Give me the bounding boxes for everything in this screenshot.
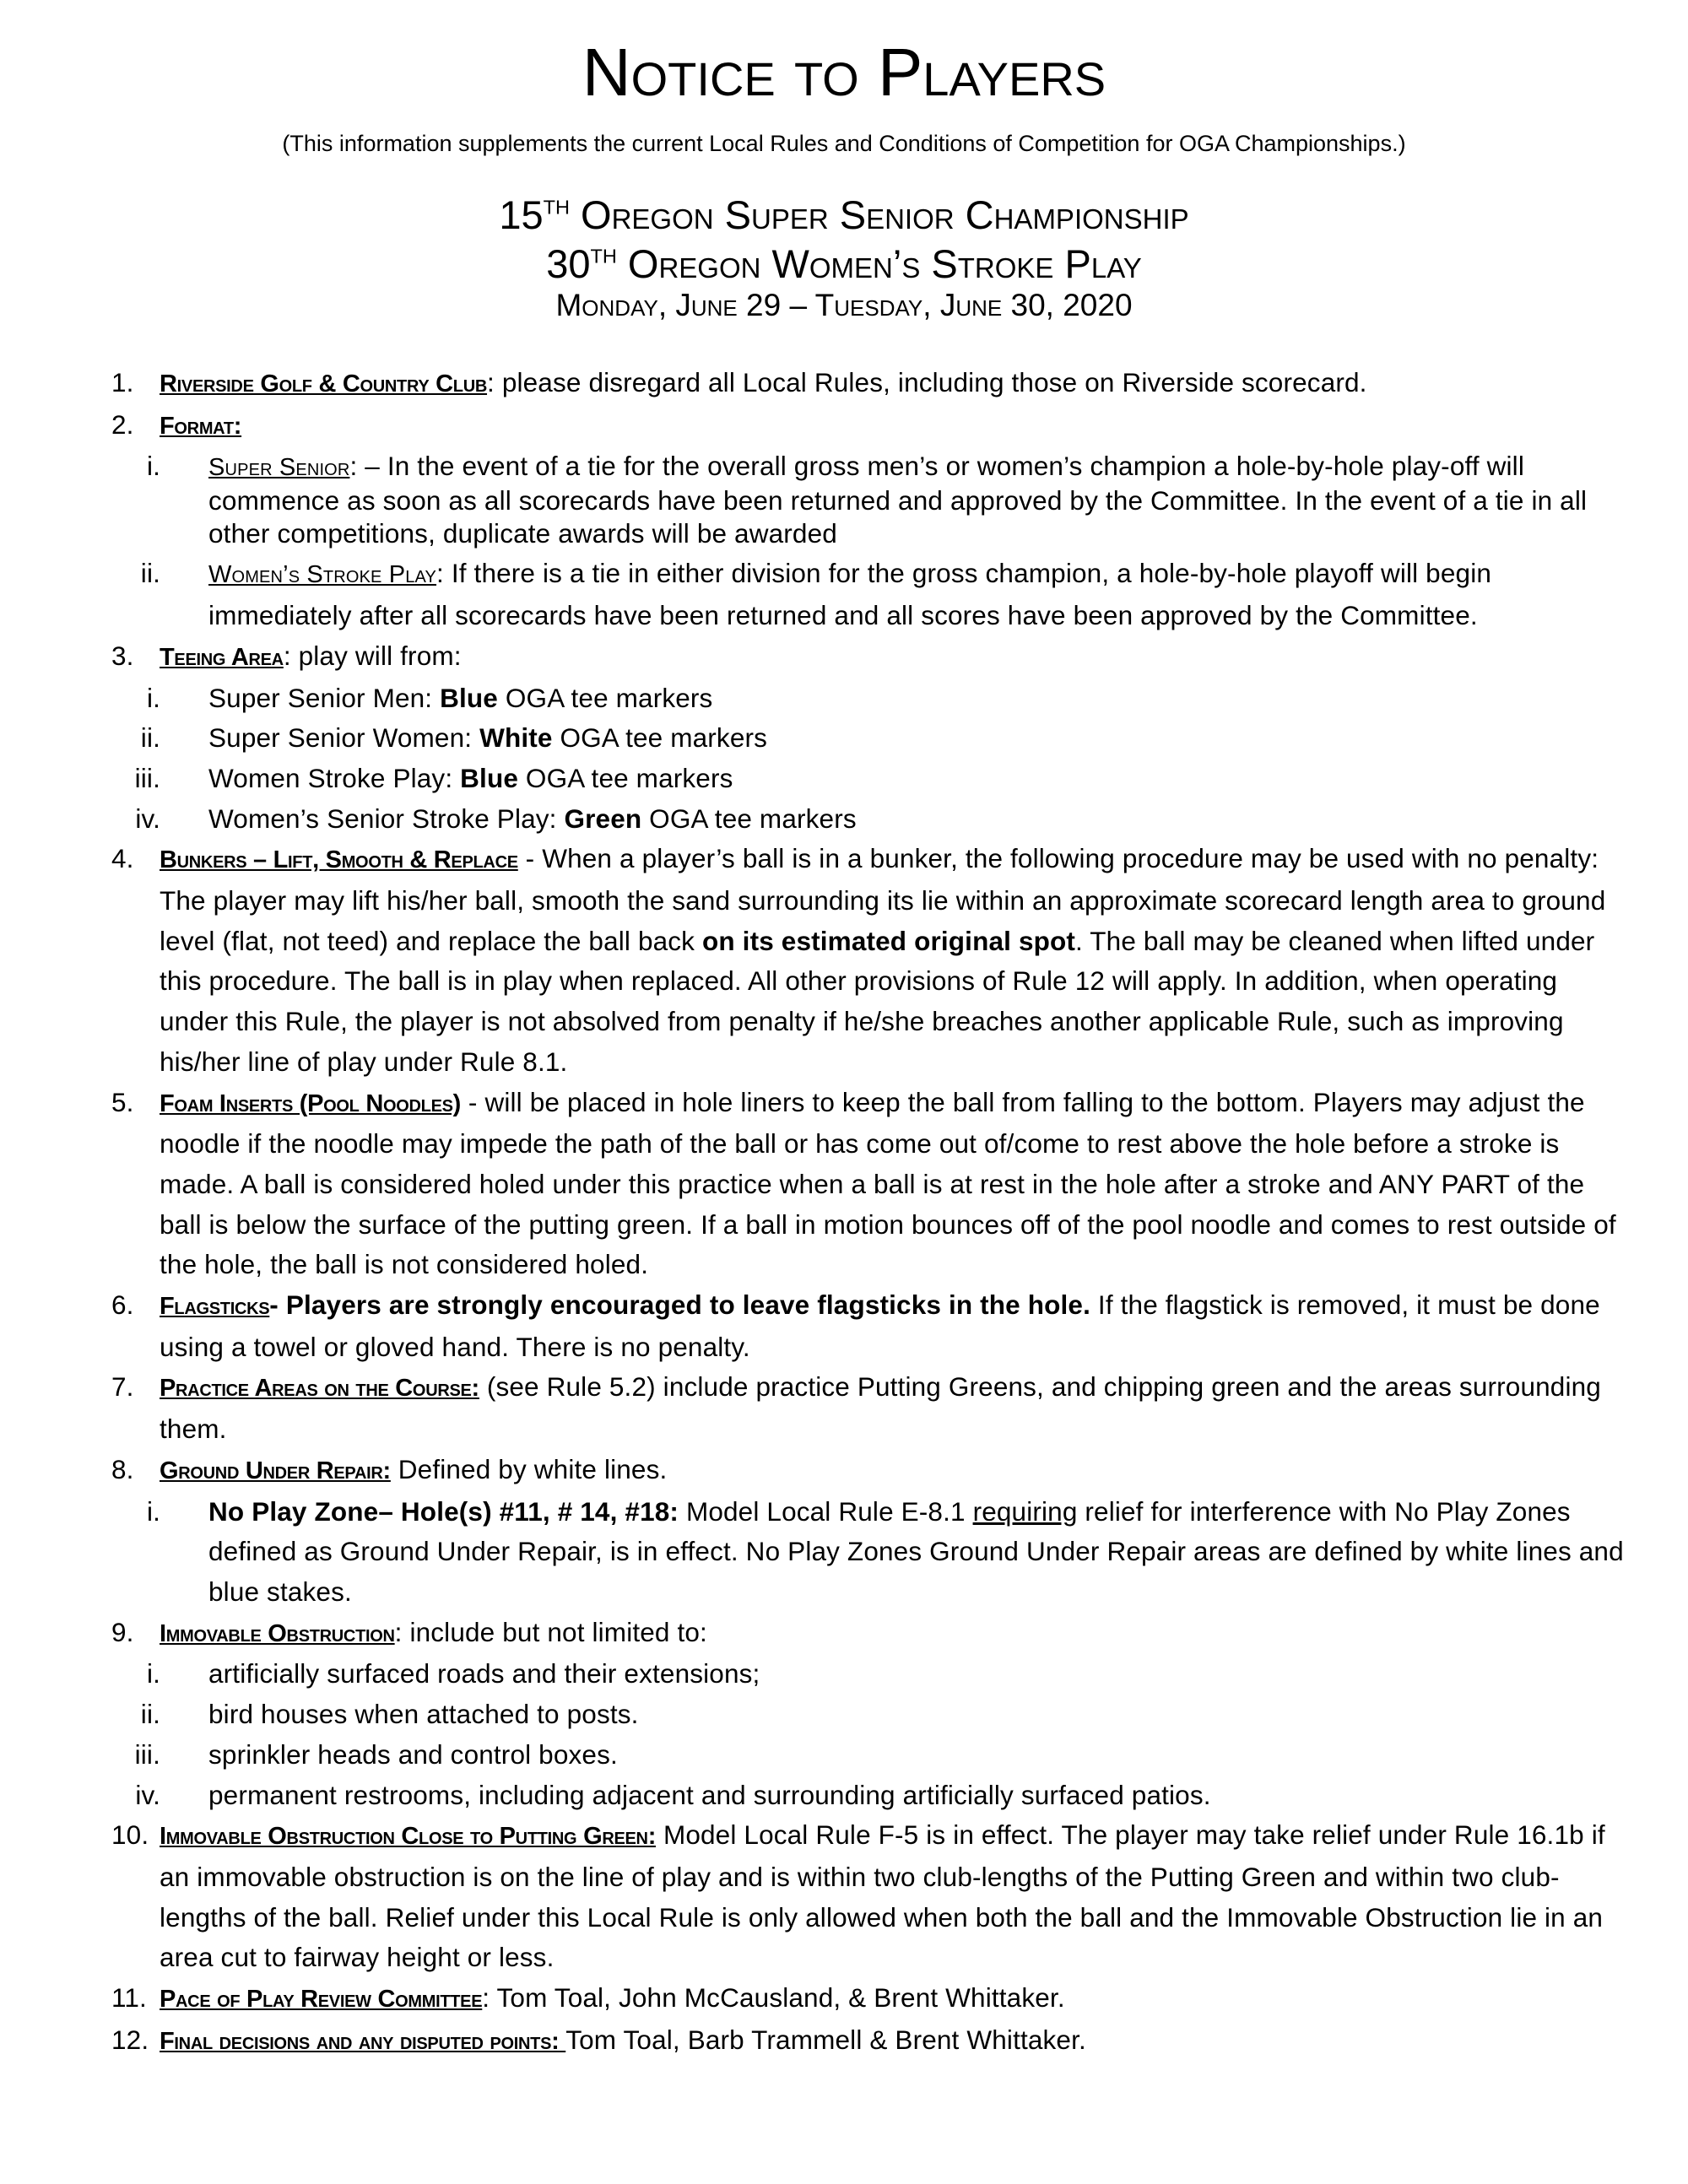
list-item — [111, 1285, 1631, 1367]
underlined-word: requiring — [972, 1495, 1078, 1527]
sub-item-text: OGA tee markers — [552, 722, 768, 754]
sub-item — [140, 718, 1631, 759]
rules-list — [111, 363, 1631, 2062]
sub-item-text: Women Stroke Play: — [208, 762, 461, 793]
item-heading: Riverside Golf & Country Club — [160, 370, 488, 397]
sub-item-text: bird houses when attached to posts. — [208, 1699, 639, 1730]
list-item — [111, 1613, 1631, 1816]
sub-item — [146, 1492, 1631, 1613]
sub-item-number: iii. — [134, 762, 160, 793]
sub-item-number: ii. — [140, 1699, 160, 1730]
list-item — [111, 2020, 1631, 2062]
item-number: 6. — [111, 1289, 134, 1321]
sub-item-number: i. — [146, 451, 160, 482]
sub-item-emphasis: No Play Zone– Hole(s) #11, # 14, #18: — [208, 1495, 679, 1527]
sub-item-text: Women’s Senior Stroke Play: — [208, 803, 565, 834]
list-item — [111, 405, 1631, 636]
item-number: 1. — [111, 367, 134, 397]
sub-item-heading: Women’s Stroke Play — [208, 561, 437, 589]
event-dates: Monday, June 29 – Tuesday, June 30, 2020 — [555, 288, 1133, 322]
list-item — [111, 363, 1631, 405]
item-number: 4. — [111, 843, 134, 874]
list-item — [111, 1083, 1631, 1286]
item-heading: Flagsticks — [160, 1293, 270, 1321]
sub-item — [146, 678, 1631, 719]
item-text: : include but not limited to: — [394, 1616, 707, 1647]
sub-item-text: artificially surfaced roads and their extensions; — [208, 1658, 760, 1689]
item-emphasis: on its estimated original spot — [701, 925, 1076, 956]
sub-item-number: iv. — [135, 803, 160, 834]
tee-color: Blue — [440, 682, 498, 713]
item-number: 9. — [111, 1616, 134, 1647]
sub-item-text: Super Senior Women: — [208, 722, 480, 754]
list-item — [111, 636, 1631, 840]
item-text: Model Local Rule F-5 is in effect. The player may take relief under Rule 16.1b if an immovable obstruction is on the line of play and is within two club-lengths of the Putting Green and within two club-lengths of the ball. Relief under this Local Rule is only allowed when both the ball and the Immovable Obstruction lie in an area cut to fairway height or less. — [160, 1819, 1605, 1973]
event-number: 15 — [499, 192, 544, 237]
item-text: . The ball may be cleaned when lifted under this procedure. The ball is in play when replaced. All other provisions of Rule 12 will apply. In addition, when operating under this Rule, the player is not absolved from penalty if he/she breaches another applicable Rule, such as improving his/her line of play under Rule 8.1. — [160, 925, 1595, 1077]
sub-item-heading: Super Senior — [208, 454, 350, 482]
sub-item — [146, 446, 1631, 554]
event-title-super-senior — [0, 191, 1688, 240]
item-text: - When a player’s ball is in a bunker, the following procedure may be used with no penalty: The player may lift his/her ball, smooth the sand surrounding its lie within an approximate scorecard length area to ground level (flat, not teed) and replace the ball back — [160, 843, 1606, 956]
sub-item-number: iv. — [135, 1779, 160, 1810]
sub-item-text: OGA tee markers — [497, 682, 713, 713]
item-number: 8. — [111, 1453, 134, 1484]
list-item — [111, 1815, 1631, 1978]
sub-item-text: OGA tee markers — [518, 762, 733, 793]
item-heading: Immovable Obstruction — [160, 1619, 395, 1647]
sub-item-text: OGA tee markers — [641, 803, 857, 834]
item-number: 5. — [111, 1086, 134, 1117]
item-number: 12. — [111, 2024, 149, 2055]
page-title: Notice to Players — [582, 35, 1106, 110]
sub-item-text: sprinkler heads and control boxes. — [208, 1738, 618, 1770]
tee-color: White — [479, 722, 553, 754]
item-heading: Ground Under Repair: — [160, 1457, 391, 1484]
sub-item-text: relief for interference with No Play Zones defined as Ground Under Repair, is in effect. No Play Zones Ground Under Repair areas are defined by white lines and blue stakes. — [208, 1495, 1624, 1607]
sub-item — [135, 1776, 1631, 1816]
item-text: (see Rule 5.2) include practice Putting Greens, and chipping green and the areas surrounding them. — [160, 1371, 1601, 1445]
sub-item-text: Model Local Rule E-8.1 — [679, 1495, 973, 1527]
item-number: 7. — [111, 1371, 134, 1403]
item-text: Tom Toal, Barb Trammell & Brent Whittaker. — [565, 2024, 1086, 2055]
event-title-womens-stroke-play — [0, 240, 1688, 289]
sub-item — [140, 1695, 1631, 1735]
item-text: : please disregard all Local Rules, including those on Riverside scorecard. — [487, 367, 1367, 397]
subtitle-note: (This information supplements the current Local Rules and Conditions of Competition for OGA Championships.) — [282, 131, 1406, 156]
item-number: 10. — [111, 1819, 149, 1851]
item-text: - will be placed in hole liners to keep the ball from falling to the bottom. Players may adjust the noodle if the noodle may impede the path of the ball or has come out of/come to rest above the hole before a stroke is made. A ball is considered holed under this practice when a ball is at rest in the hole after a stroke and ANY PART of the ball is below the surface of the putting green. If a ball in motion bounces off of the pool noodle and comes to rest outside of the hole, the ball is not considered holed. — [160, 1086, 1616, 1280]
list-item — [111, 1367, 1631, 1449]
event-number: 30 — [546, 241, 591, 286]
sub-item-number: i. — [146, 682, 160, 713]
sub-item — [135, 799, 1631, 840]
item-number: 11. — [111, 1982, 147, 2014]
sub-item-text: permanent restrooms, including adjacent and surrounding artificially surfaced patios. — [208, 1779, 1211, 1810]
list-item — [111, 839, 1631, 1082]
item-heading: Immovable Obstruction Close to Putting Green: — [160, 1823, 657, 1851]
item-text: : Tom Toal, John McCausland, & Brent Whittaker. — [482, 1982, 1065, 2014]
item-heading: Foam Inserts (Pool Noodles) — [160, 1089, 462, 1117]
sub-item-number: i. — [146, 1658, 160, 1689]
item-heading: Pace of Play Review Committee — [160, 1986, 483, 2014]
sub-item-number: iii. — [134, 1738, 160, 1770]
item-number: 2. — [111, 408, 134, 440]
tee-color: Blue — [460, 762, 519, 793]
sub-item-number: ii. — [140, 558, 160, 589]
item-heading: Practice Areas on the Course: — [160, 1375, 479, 1403]
ordinal-suffix: TH — [590, 245, 617, 268]
item-text: Defined by white lines. — [390, 1453, 668, 1484]
sub-item-text: Super Senior Men: — [208, 682, 441, 713]
sub-item-number: i. — [146, 1495, 160, 1527]
sub-item — [140, 554, 1631, 635]
item-text: : play will from: — [283, 640, 462, 671]
item-heading: Bunkers – Lift, Smooth & Replace — [160, 846, 518, 874]
sub-item-text: : – In the event of a tie for the overall gross men’s or women’s champion a hole-by-hole play-off will commence as soon as all scorecards have been returned and approved by the Committee. In the event of a tie in all other competitions, duplicate awards will be awarded — [208, 451, 1588, 549]
list-item — [111, 1450, 1631, 1613]
sub-item — [134, 759, 1631, 799]
event-name: Oregon Super Senior Championship — [569, 192, 1189, 237]
tee-color: Green — [564, 803, 642, 834]
ordinal-suffix: TH — [543, 196, 570, 219]
sub-item — [134, 1735, 1631, 1776]
item-heading: Teeing Area — [160, 643, 284, 671]
item-number: 3. — [111, 640, 134, 671]
item-text: If the flagstick is removed, it must be done using a towel or gloved hand. There is no penalty. — [160, 1289, 1600, 1362]
sub-item-text: : If there is a tie in either division for the gross champion, a hole-by-hole playoff will begin immediately after all scorecards have been returned and all scores have been approved by the Committee. — [208, 558, 1492, 631]
sub-item — [146, 1654, 1631, 1695]
event-name: Oregon Women’s Stroke Play — [616, 241, 1142, 286]
item-heading: Final decisions and any disputed points: — [160, 2027, 566, 2055]
item-heading: Format: — [160, 412, 242, 440]
list-item — [111, 1978, 1631, 2020]
item-emphasis: - Players are strongly encouraged to leave flagsticks in the hole. — [269, 1289, 1091, 1321]
sub-item-number: ii. — [140, 722, 160, 754]
